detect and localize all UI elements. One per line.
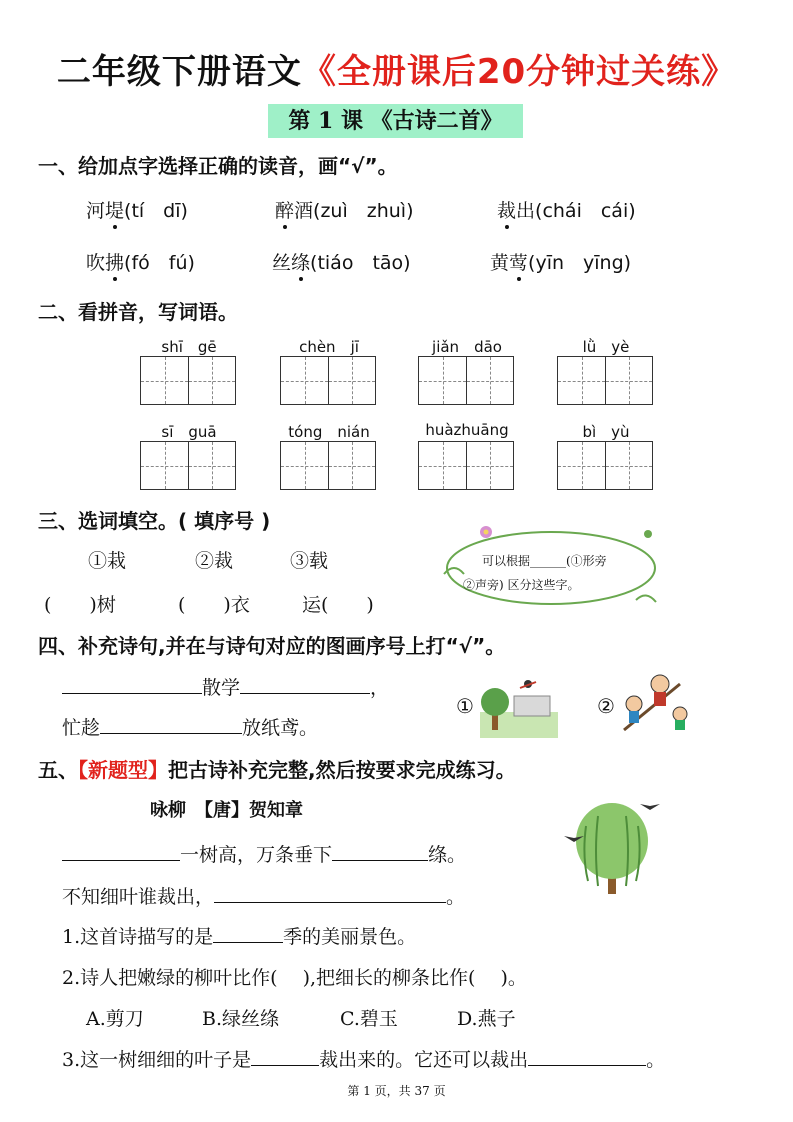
word-pinyin-7: huàzhuāng xyxy=(425,421,509,439)
pic2-label[interactable]: ② xyxy=(597,694,615,718)
section3-heading: 三、选词填空。( 填序号 ) xyxy=(38,509,271,533)
option-1: ①栽 xyxy=(88,550,127,572)
question-1: 1.这首诗描写的是 季的美丽景色。 xyxy=(62,926,417,948)
writing-grid-4[interactable] xyxy=(557,356,653,405)
blank-line[interactable] xyxy=(240,675,370,694)
title-prefix: 二年级下册语文 xyxy=(56,52,302,92)
pinyin-item-6: 黄莺(yīn yīng) xyxy=(490,248,631,275)
fill-blank-1[interactable]: ( )树 xyxy=(44,594,116,616)
pinyin-item-2: 醉酒(zuì zhuì) xyxy=(275,196,414,223)
choice-d: D.燕子 xyxy=(457,1008,516,1030)
poem-line-2: 不知细叶谁裁出， 。 xyxy=(62,886,466,908)
writing-grid-1[interactable] xyxy=(140,356,236,405)
choice-a: A.剪刀 xyxy=(86,1008,144,1030)
blank-line[interactable] xyxy=(528,1047,646,1066)
choice-b: B.绿丝绦 xyxy=(202,1008,280,1030)
option-2: ②裁 xyxy=(195,550,234,572)
word-pinyin-1: shī gē xyxy=(161,338,217,356)
blank-line[interactable] xyxy=(332,842,428,861)
writing-grid-8[interactable] xyxy=(557,441,653,490)
pinyin-item-4: 吹拂(fó fú) xyxy=(86,248,195,275)
page-footer: 第 1 页，共 37 页 xyxy=(347,1084,446,1098)
blank-line[interactable] xyxy=(100,715,242,734)
blank-line[interactable] xyxy=(62,675,202,694)
writing-grid-5[interactable] xyxy=(140,441,236,490)
pic2-illustration[interactable] xyxy=(620,670,698,734)
question-2: 2.诗人把嫩绿的柳叶比作( ),把细长的柳条比作( )。 xyxy=(62,967,527,989)
section2-heading: 二、看拼音，写词语。 xyxy=(38,300,238,324)
writing-grid-2[interactable] xyxy=(280,356,376,405)
title-highlight: 《全册课后20分钟过关练》 xyxy=(301,52,737,92)
pinyin-item-5: 丝绦(tiáo tāo) xyxy=(272,248,411,275)
lesson-banner: 第 1 课 《古诗二首》 xyxy=(268,104,523,138)
poem-title: 咏柳 【唐】贺知章 xyxy=(150,800,303,821)
poem-line-1: 一树高，万条垂下 绦。 xyxy=(62,840,466,867)
section1-heading: 一、给加点字选择正确的读音，画“√”。 xyxy=(38,154,398,178)
question-3: 3.这一树细细的叶子是 裁出来的。它还可以裁出 。 xyxy=(62,1049,666,1071)
leaf-icon xyxy=(644,530,652,538)
fill-blank-2[interactable]: ( )衣 xyxy=(178,594,250,616)
word-pinyin-4: lǜ yè xyxy=(582,338,630,356)
word-pinyin-5: sī guā xyxy=(161,423,217,441)
pic1-label[interactable]: ① xyxy=(456,694,474,718)
blank-line[interactable] xyxy=(213,924,283,943)
tip-line-2: ②声旁) 区分这些字。 xyxy=(463,578,580,592)
word-pinyin-2: chèn jī xyxy=(299,338,359,356)
tip-line-1: 可以根据______(①形旁 xyxy=(482,554,607,568)
pinyin-item-3: 裁出(chái cái) xyxy=(497,196,636,223)
blank-line[interactable] xyxy=(62,842,180,861)
word-pinyin-3: jiǎn dāo xyxy=(432,338,502,356)
blank-line[interactable] xyxy=(251,1047,319,1066)
leaf-icon xyxy=(636,595,656,602)
willow-tree-illustration xyxy=(556,796,666,896)
blank-line[interactable] xyxy=(214,884,446,903)
swallow-icon xyxy=(640,804,660,810)
poem4-line-1: 散学 ， xyxy=(62,673,389,700)
word-pinyin-8: bì yù xyxy=(582,423,630,441)
writing-grid-3[interactable] xyxy=(418,356,514,405)
writing-grid-7[interactable] xyxy=(418,441,514,490)
section4-heading: 四、补充诗句,并在与诗句对应的图画序号上打“√”。 xyxy=(38,634,506,658)
option-3: ③载 xyxy=(290,550,329,572)
section5-heading: 五、【新题型】把古诗补充完整,然后按要求完成练习。 xyxy=(38,758,516,782)
pinyin-item-1: 河堤(tí dī) xyxy=(86,196,188,223)
fill-blank-3[interactable]: 运( ) xyxy=(302,594,374,616)
word-pinyin-6: tóng nián xyxy=(288,423,370,441)
pic1-illustration[interactable] xyxy=(480,676,558,738)
choice-c: C.碧玉 xyxy=(340,1008,398,1030)
poem4-line-2: 忙趁 放纸鸢。 xyxy=(62,717,319,739)
writing-grid-6[interactable] xyxy=(280,441,376,490)
page-title xyxy=(0,44,793,93)
